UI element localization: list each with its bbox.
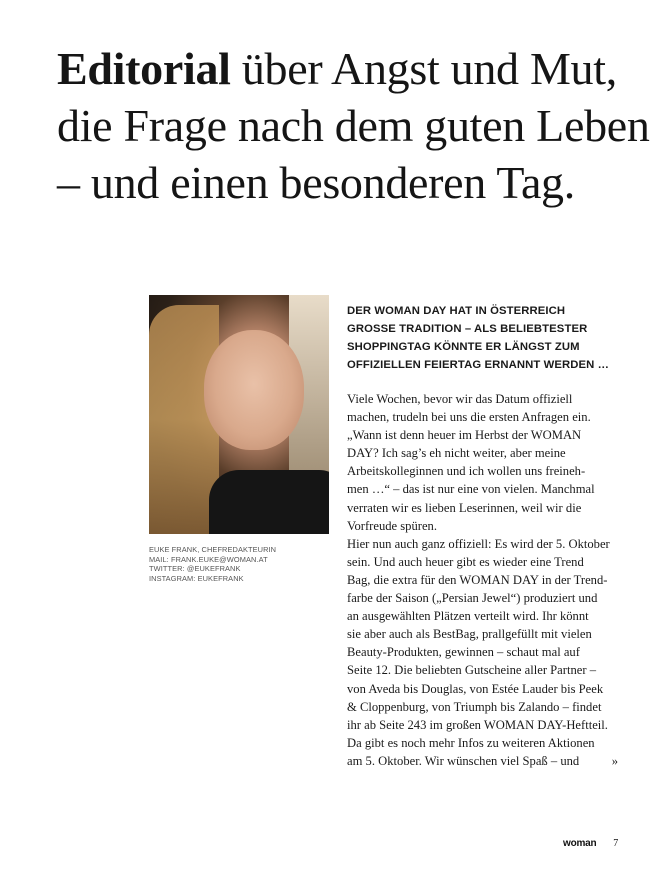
caption-mail: MAIL: FRANK.EUKE@WOMAN.AT <box>149 554 268 564</box>
lede-line: GROSSE TRADITION – ALS BELIEBTESTER <box>347 323 588 335</box>
body-line: farbe der Saison („Persian Jewel“) produziert und <box>347 591 598 606</box>
body-line: „Wann ist denn heuer im Herbst der WOMAN <box>347 428 582 443</box>
body-line: sie aber auch als BestBag, prallgefüllt mit vielen <box>347 627 592 642</box>
page-footer <box>563 838 618 849</box>
continue-mark: » <box>611 753 618 768</box>
body-text <box>347 390 622 770</box>
body-line: Viele Wochen, bevor wir das Datum offiziell <box>347 392 573 406</box>
brand-logo: woman <box>563 838 597 849</box>
photo-face <box>204 330 304 450</box>
lede-line: OFFIZIELLEN FEIERTAG ERNANNT WERDEN … <box>347 359 610 371</box>
body-line: & Cloppenburg, von Triumph bis Zalando – findet <box>347 699 602 714</box>
headline <box>57 40 657 211</box>
body-line: verraten wir es lieben Leserinnen, weil wir die <box>347 500 582 515</box>
photo-caption <box>149 545 334 583</box>
body-line: Hier nun auch ganz offiziell: Es wird der 5. Oktober <box>347 536 610 551</box>
headline-line-1: über Angst und Mut, <box>230 43 617 94</box>
caption-instagram: INSTAGRAM: EUKEFRANK <box>149 573 244 583</box>
body-line: Vorfreude spüren. <box>347 518 437 533</box>
body-line: von Aveda bis Douglas, von Estée Lauder bis Peek <box>347 681 604 696</box>
body-line: Arbeitskolleginnen und ich wollen uns freineh- <box>347 464 586 479</box>
body-line: Bag, die extra für den WOMAN DAY in der Trend- <box>347 572 608 587</box>
author-photo <box>149 295 329 534</box>
body-line: ihr ab Seite 243 im großen WOMAN DAY-Heftteil. <box>347 717 608 732</box>
headline-line-3: – und einen besonderen Tag. <box>57 157 575 208</box>
headline-bold: Editorial <box>57 43 231 94</box>
body-line: men …“ – das ist nur eine von vielen. Manchmal <box>347 482 595 497</box>
body-line: Beauty-Produkten, gewinnen – schaut mal auf <box>347 645 580 660</box>
caption-twitter: TWITTER: @EUKEFRANK <box>149 564 241 574</box>
body-line: sein. Und auch heuer gibt es wieder eine Trend <box>347 554 584 569</box>
body-line: machen, trudeln bei uns die ersten Anfragen ein. <box>347 410 591 425</box>
lede-line: SHOPPINGTAG KÖNNTE ER LÄNGST ZUM <box>347 341 580 353</box>
lede-line: DER WOMAN DAY HAT IN ÖSTERREICH <box>347 305 566 317</box>
page-number: 7 <box>613 838 619 849</box>
body-line: Da gibt es noch mehr Infos zu weiteren Aktionen <box>347 735 595 750</box>
headline-line-2: die Frage nach dem guten Leben <box>57 100 650 151</box>
body-line: DAY? Ich sag’s eh nicht weiter, aber meine <box>347 446 566 461</box>
photo-shirt <box>209 470 329 534</box>
caption-name: EUKE FRANK, CHEFREDAKTEURIN <box>149 545 277 554</box>
body-line: an ausgewählten Plätzen verteilt wird. Ihr könnt <box>347 609 589 624</box>
body-line: am 5. Oktober. Wir wünschen viel Spaß – und <box>347 753 580 768</box>
lede <box>347 302 622 374</box>
body-line: Seite 12. Die beliebten Gutscheine aller Partner – <box>347 663 596 678</box>
body-line-last <box>347 752 622 770</box>
